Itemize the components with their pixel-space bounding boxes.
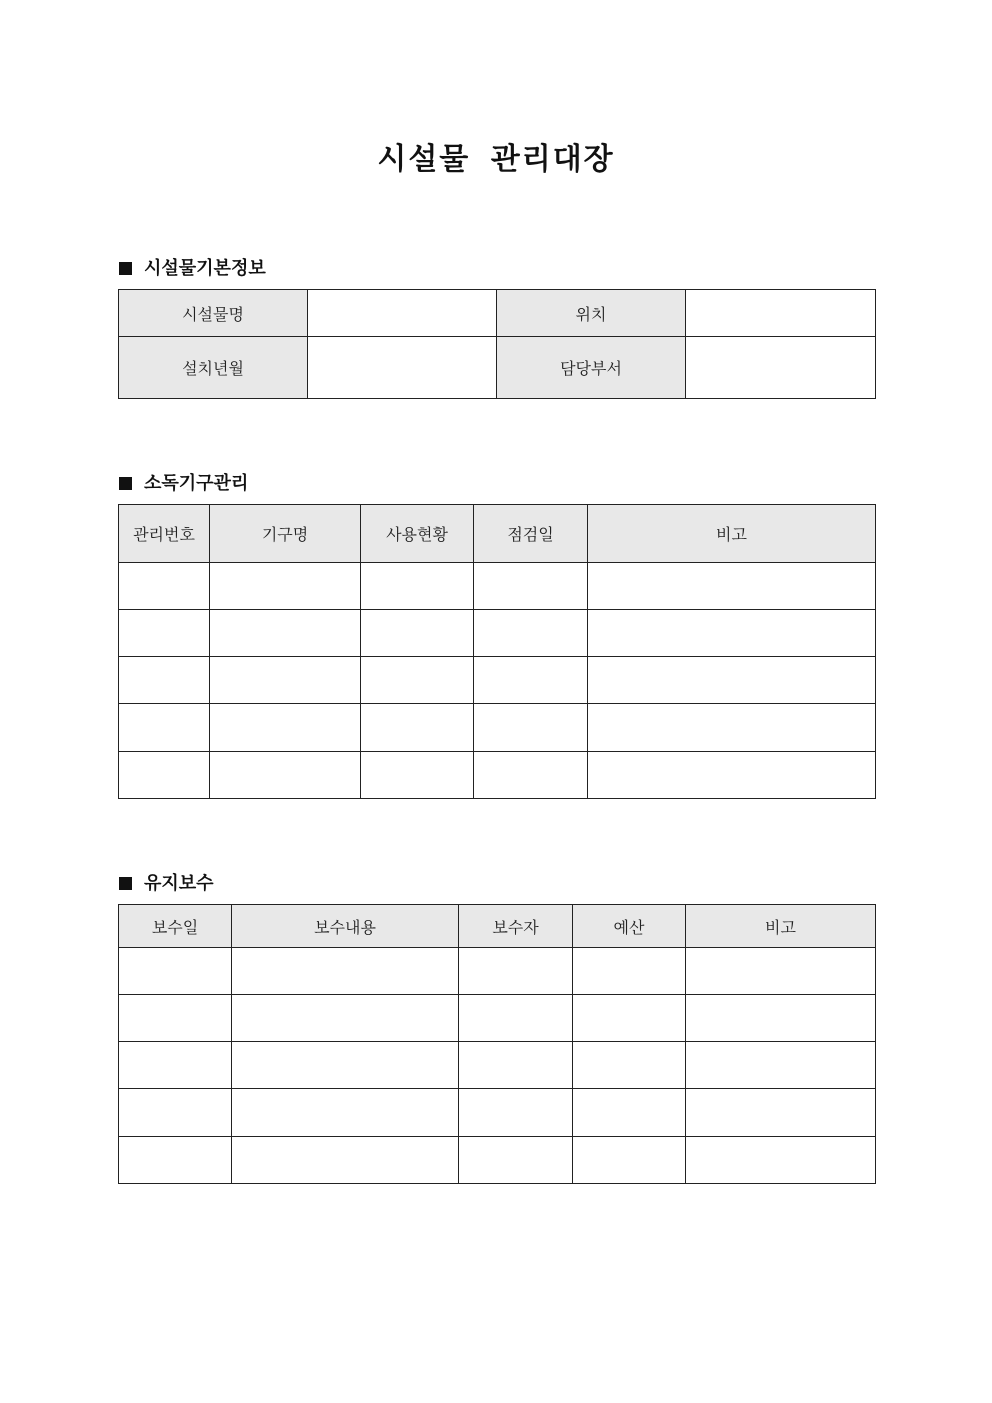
table-cell[interactable] [119, 995, 232, 1042]
column-header: 예산 [573, 905, 686, 948]
table-row [119, 290, 876, 337]
table-cell[interactable] [686, 948, 876, 995]
disinfection-table [118, 504, 876, 799]
table-cell[interactable] [210, 610, 361, 657]
location-field[interactable] [686, 290, 876, 337]
table-cell[interactable] [459, 995, 573, 1042]
table-cell[interactable] [119, 752, 210, 799]
basic-info-table [118, 289, 876, 399]
department-label: 담당부서 [497, 337, 686, 399]
table-cell[interactable] [119, 657, 210, 704]
section-heading-disinfection [119, 469, 248, 495]
table-cell[interactable] [588, 704, 876, 752]
table-cell[interactable] [210, 563, 361, 610]
table-cell[interactable] [686, 1137, 876, 1184]
table-cell[interactable] [459, 1089, 573, 1137]
table-cell[interactable] [232, 1042, 459, 1089]
column-header: 비고 [588, 505, 876, 563]
table-cell[interactable] [361, 752, 474, 799]
table-cell[interactable] [686, 995, 876, 1042]
table-row [119, 610, 876, 657]
column-header: 기구명 [210, 505, 361, 563]
table-row [119, 995, 876, 1042]
table-cell[interactable] [459, 1042, 573, 1089]
section-heading-basic-info [119, 254, 266, 280]
table-cell[interactable] [119, 563, 210, 610]
section-heading-maintenance [119, 869, 214, 895]
table-cell[interactable] [119, 1137, 232, 1184]
table-cell[interactable] [459, 1137, 573, 1184]
table-row [119, 1042, 876, 1089]
table-cell[interactable] [573, 948, 686, 995]
table-cell[interactable] [573, 995, 686, 1042]
table-cell[interactable] [474, 610, 588, 657]
table-cell[interactable] [573, 1089, 686, 1137]
table-cell[interactable] [232, 1089, 459, 1137]
department-field[interactable] [686, 337, 876, 399]
facility-name-label: 시설물명 [119, 290, 308, 337]
table-row [119, 752, 876, 799]
table-cell[interactable] [119, 948, 232, 995]
column-header: 비고 [686, 905, 876, 948]
column-header: 관리번호 [119, 505, 210, 563]
table-cell[interactable] [573, 1042, 686, 1089]
location-label: 위치 [497, 290, 686, 337]
table-cell[interactable] [686, 1042, 876, 1089]
section-title: 시설물기본정보 [144, 258, 266, 279]
table-cell[interactable] [119, 1089, 232, 1137]
table-cell[interactable] [588, 752, 876, 799]
column-header: 보수일 [119, 905, 232, 948]
table-cell[interactable] [474, 752, 588, 799]
table-header-row [119, 505, 876, 563]
table-cell[interactable] [119, 1042, 232, 1089]
table-cell[interactable] [361, 704, 474, 752]
install-date-field[interactable] [308, 337, 497, 399]
table-cell[interactable] [232, 948, 459, 995]
table-cell[interactable] [588, 563, 876, 610]
table-header-row [119, 905, 876, 948]
column-header: 보수자 [459, 905, 573, 948]
table-row [119, 657, 876, 704]
column-header: 보수내용 [232, 905, 459, 948]
table-row [119, 1137, 876, 1184]
page-title: 시설물 관리대장 [377, 142, 615, 177]
table-cell[interactable] [361, 657, 474, 704]
square-bullet-icon [119, 877, 132, 890]
table-cell[interactable] [474, 704, 588, 752]
table-cell[interactable] [210, 752, 361, 799]
table-cell[interactable] [474, 563, 588, 610]
table-cell[interactable] [232, 995, 459, 1042]
table-cell[interactable] [119, 610, 210, 657]
table-cell[interactable] [361, 610, 474, 657]
section-title: 유지보수 [144, 873, 214, 894]
table-cell[interactable] [210, 657, 361, 704]
table-cell[interactable] [474, 657, 588, 704]
table-row [119, 948, 876, 995]
table-row [119, 563, 876, 610]
install-date-label: 설치년월 [119, 337, 308, 399]
square-bullet-icon [119, 262, 132, 275]
table-row [119, 704, 876, 752]
table-cell[interactable] [119, 704, 210, 752]
facility-name-field[interactable] [308, 290, 497, 337]
maintenance-table [118, 904, 876, 1184]
table-cell[interactable] [210, 704, 361, 752]
table-cell[interactable] [588, 657, 876, 704]
table-cell[interactable] [686, 1089, 876, 1137]
table-row [119, 337, 876, 399]
table-cell[interactable] [573, 1137, 686, 1184]
table-row [119, 1089, 876, 1137]
table-cell[interactable] [232, 1137, 459, 1184]
square-bullet-icon [119, 477, 132, 490]
column-header: 사용현황 [361, 505, 474, 563]
table-cell[interactable] [459, 948, 573, 995]
column-header: 점검일 [474, 505, 588, 563]
section-title: 소독기구관리 [144, 473, 249, 494]
table-cell[interactable] [361, 563, 474, 610]
table-cell[interactable] [588, 610, 876, 657]
